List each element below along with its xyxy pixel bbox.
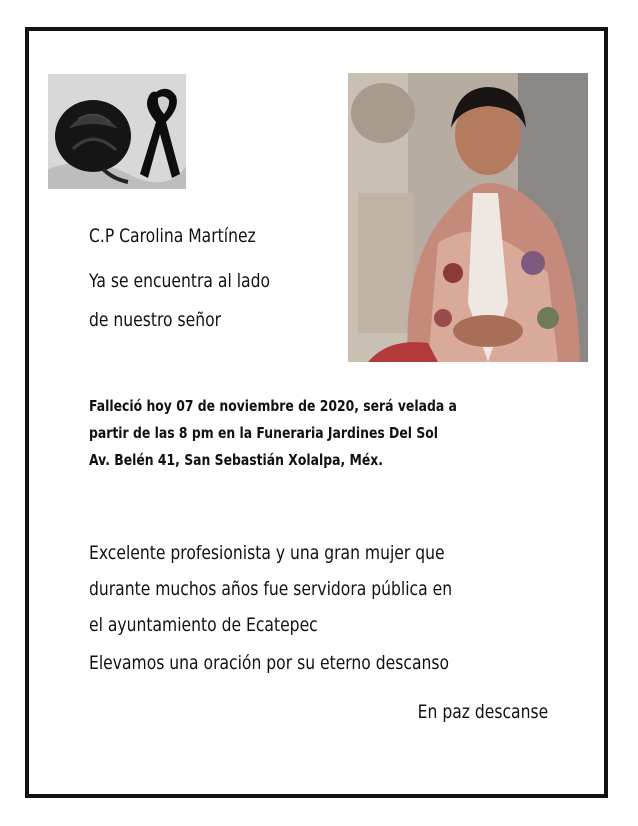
funeral-info-line: partir de las 8 pm en la Funeraria Jardines Del Sol (89, 424, 439, 442)
black-rose-icon (48, 74, 186, 189)
portrait-photo (348, 73, 588, 362)
rose-ribbon-image (48, 74, 186, 189)
biography (89, 535, 452, 643)
biography-line: durante muchos años fue servidora pública en (89, 578, 453, 600)
portrait-image (348, 73, 588, 362)
closing-text: En paz descanse (417, 701, 548, 723)
prayer-text: Elevamos una oración por su eterno descanso (89, 652, 450, 674)
biography-line: Excelente profesionista y una gran mujer que (89, 542, 445, 564)
deceased-name: C.P Carolina Martínez (89, 225, 256, 247)
funeral-info-line: Falleció hoy 07 de noviembre de 2020, será velada a (89, 397, 457, 415)
subtitle-line-2: de nuestro señor (89, 309, 222, 331)
subtitle-line-1: Ya se encuentra al lado (89, 270, 271, 292)
biography-line: el ayuntamiento de Ecatepec (89, 614, 318, 636)
funeral-info (89, 393, 457, 474)
funeral-info-line: Av. Belén 41, San Sebastián Xolalpa, Méx. (89, 451, 383, 469)
